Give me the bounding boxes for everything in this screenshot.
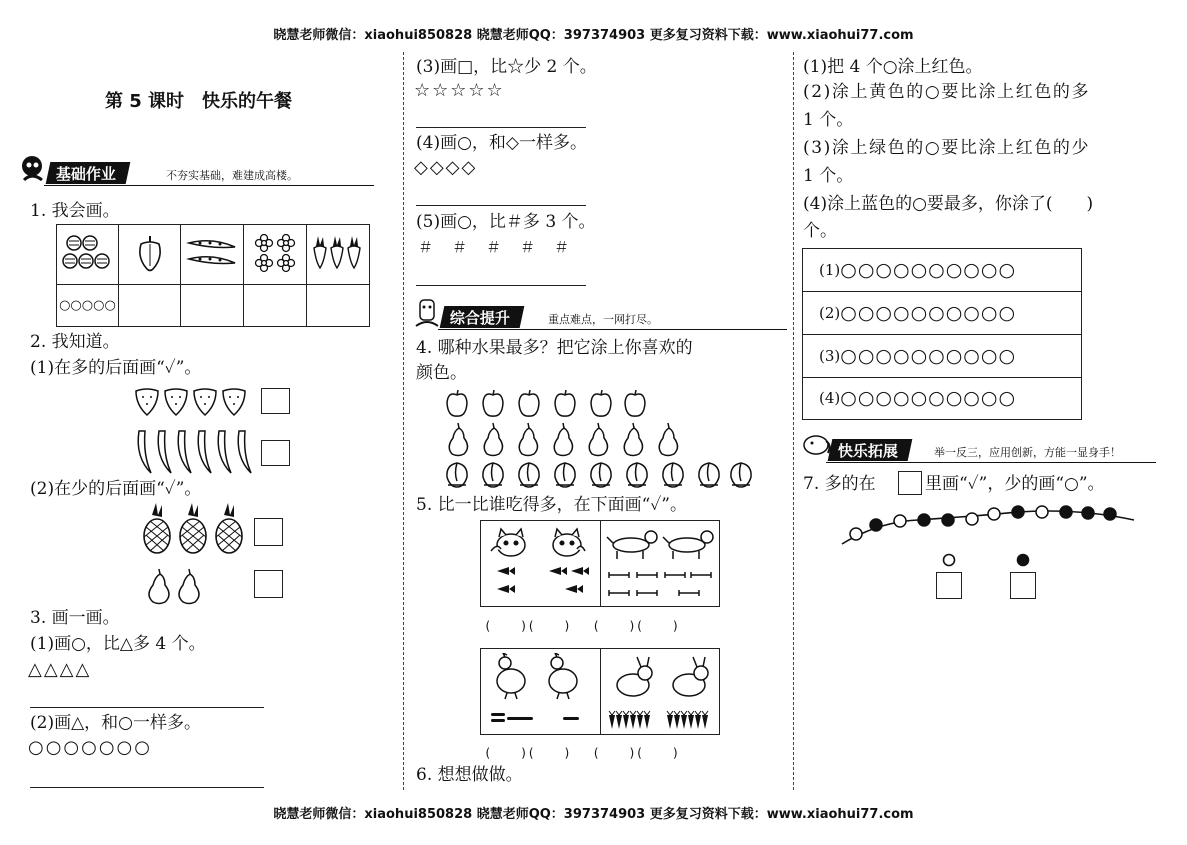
q6-row-circles[interactable]: ○○○○○○○○○○ xyxy=(840,302,1017,324)
q6-row-label: (3) xyxy=(819,347,841,365)
black-bead-icon xyxy=(1016,553,1030,567)
q1-answer-cell[interactable] xyxy=(181,285,244,327)
q6-row-circles[interactable]: ○○○○○○○○○○ xyxy=(840,387,1017,409)
q3-p2-label: (2)画△，和○一样多。 xyxy=(30,713,201,733)
q2-answer-box[interactable] xyxy=(254,518,283,546)
q3-p1-label: (1)画○，比△多 4 个。 xyxy=(30,634,206,654)
rabbit-carrot-icon xyxy=(603,653,717,733)
q6-title: 6. 想想做做。 xyxy=(416,765,523,785)
mascot-icon xyxy=(18,154,50,184)
q1-table xyxy=(56,224,370,327)
hen-worm-icon xyxy=(483,653,597,733)
q4-line1: 4. 哪种水果最多？把它涂上你喜欢的 xyxy=(416,338,693,358)
q6-row xyxy=(803,292,1081,335)
column-divider-left xyxy=(403,52,404,790)
q3-p3-label: (3)画□，比☆少 2 个。 xyxy=(416,57,597,77)
q5-compare-box-2 xyxy=(480,648,720,735)
mascot-icon xyxy=(800,431,832,461)
q2-title: 2. 我知道。 xyxy=(30,332,120,352)
q3-p5-answer-line[interactable] xyxy=(416,285,586,286)
q1-answer-cell: ○○○○○ xyxy=(57,285,119,327)
q5-answer-parens-2[interactable]: ( )( ) ( )( ) xyxy=(484,746,680,760)
bead-string-icon xyxy=(838,500,1138,552)
q1-cell-pepper xyxy=(118,225,181,285)
section-banner-extension xyxy=(800,437,1156,463)
q2-part2: (2)在少的后面画“✓”。 xyxy=(30,479,202,499)
q3-p2-symbols: ○○○○○○○ xyxy=(28,737,152,758)
q6-inst4b: 个。 xyxy=(803,221,837,241)
q7-inline-box xyxy=(898,471,922,495)
q6-row xyxy=(803,249,1081,292)
q6-row xyxy=(803,378,1081,418)
white-bead-icon xyxy=(942,553,956,567)
q6-inst2a: (2)涂上黄色的○要比涂上红色的多 xyxy=(803,82,1091,102)
q3-p1-symbols: △△△△ xyxy=(28,659,92,680)
q6-circle-table xyxy=(802,248,1082,420)
q1-answer-cell[interactable] xyxy=(244,285,307,327)
q1-answer-cell[interactable] xyxy=(118,285,181,327)
q5-answer-parens-1[interactable]: ( )( ) ( )( ) xyxy=(484,619,680,633)
page-header: 晓慧老师微信：xiaohui850828 晓慧老师QQ：397374903 更多复习资料下载：www.xiaohui77.com xyxy=(273,28,914,43)
peach-icon xyxy=(444,459,756,489)
q1-cell-peapods xyxy=(181,225,244,285)
pear-icon xyxy=(145,565,207,605)
pear-icon xyxy=(446,421,686,457)
q3-p1-answer-line[interactable] xyxy=(30,707,264,708)
lesson-title: 第 5 课时 快乐的午餐 xyxy=(105,91,293,112)
q1-cell-melons xyxy=(57,225,119,285)
q6-inst3b: 1 个。 xyxy=(803,166,854,186)
q6-row-label: (1) xyxy=(819,261,841,279)
q7-label-a: 7. 多的在 xyxy=(803,474,876,494)
q1-title: 1. 我会画。 xyxy=(30,201,120,221)
section-tag: 综合提升 xyxy=(449,309,510,327)
section-slogan: 举一反三，应用创新，方能一显身手！ xyxy=(934,446,1121,459)
apple-icon xyxy=(444,389,650,419)
q3-p2-answer-line[interactable] xyxy=(30,787,264,788)
q1-cell-radishes xyxy=(307,225,370,285)
q6-row-circles[interactable]: ○○○○○○○○○○ xyxy=(840,345,1017,367)
q2-part1: (1)在多的后面画“✓”。 xyxy=(30,358,202,378)
q2-answer-box[interactable] xyxy=(254,570,283,598)
peapod-icon xyxy=(185,235,239,271)
q1-answer-cell[interactable] xyxy=(307,285,370,327)
mascot-icon xyxy=(412,298,444,328)
strawberry-icon xyxy=(133,385,251,417)
q7-answer-box-black[interactable] xyxy=(1010,572,1036,599)
q6-inst3a: (3)涂上绿色的○要比涂上红色的少 xyxy=(803,138,1091,158)
q5-compare-box-1 xyxy=(480,520,720,607)
q4-line2: 颜色。 xyxy=(416,363,467,383)
q6-row-circles[interactable]: ○○○○○○○○○○ xyxy=(840,259,1017,281)
pepper-icon xyxy=(135,234,165,272)
q6-inst1: (1)把 4 个○涂上红色。 xyxy=(803,57,983,77)
q3-p3-symbols: ☆☆☆☆☆ xyxy=(414,80,505,101)
q6-row-label: (2) xyxy=(819,304,841,322)
q6-inst2b: 1 个。 xyxy=(803,110,854,130)
page-footer: 晓慧老师微信：xiaohui850828 晓慧老师QQ：397374903 更多复习资料下载：www.xiaohui77.com xyxy=(273,807,914,822)
section-banner-advanced xyxy=(412,304,787,330)
q6-inst4a: (4)涂上蓝色的○要最多，你涂了( ) xyxy=(803,194,1094,214)
watermelon-icon xyxy=(62,233,112,273)
section-banner-basic xyxy=(18,160,374,186)
flower-icon xyxy=(253,233,297,273)
q5-title: 5. 比一比谁吃得多，在下面画“✓”。 xyxy=(416,495,687,515)
q3-p4-answer-line[interactable] xyxy=(416,205,586,206)
pineapple-icon xyxy=(140,503,248,555)
banana-icon xyxy=(133,427,257,477)
radish-icon xyxy=(310,234,366,272)
q3-p5-label: (5)画○，比＃多 3 个。 xyxy=(416,212,596,232)
q1-cell-flowers xyxy=(244,225,307,285)
q7-answer-box-white[interactable] xyxy=(936,572,962,599)
section-tag: 基础作业 xyxy=(55,165,116,183)
q3-p4-symbols: ◇◇◇◇ xyxy=(414,157,478,178)
q3-p3-answer-line[interactable] xyxy=(416,127,586,128)
section-slogan: 重点难点，一网打尽。 xyxy=(548,313,658,326)
section-slogan: 不夯实基础，难建成高楼。 xyxy=(166,169,298,182)
q6-row-label: (4) xyxy=(819,389,841,407)
cat-fish-icon xyxy=(483,525,597,605)
q6-row xyxy=(803,335,1081,378)
q2-answer-box[interactable] xyxy=(261,440,290,466)
q3-title: 3. 画一画。 xyxy=(30,608,120,628)
dog-bone-icon xyxy=(603,525,717,605)
q7-label-b: 里画“✓”，少的画“○”。 xyxy=(925,474,1105,494)
q3-p5-symbols: ＃ ＃ ＃ ＃ ＃ xyxy=(418,238,572,256)
section-tag: 快乐拓展 xyxy=(837,442,898,460)
column-divider-right xyxy=(793,52,794,790)
q2-answer-box[interactable] xyxy=(261,388,290,414)
q3-p4-label: (4)画○，和◇一样多。 xyxy=(416,133,587,153)
